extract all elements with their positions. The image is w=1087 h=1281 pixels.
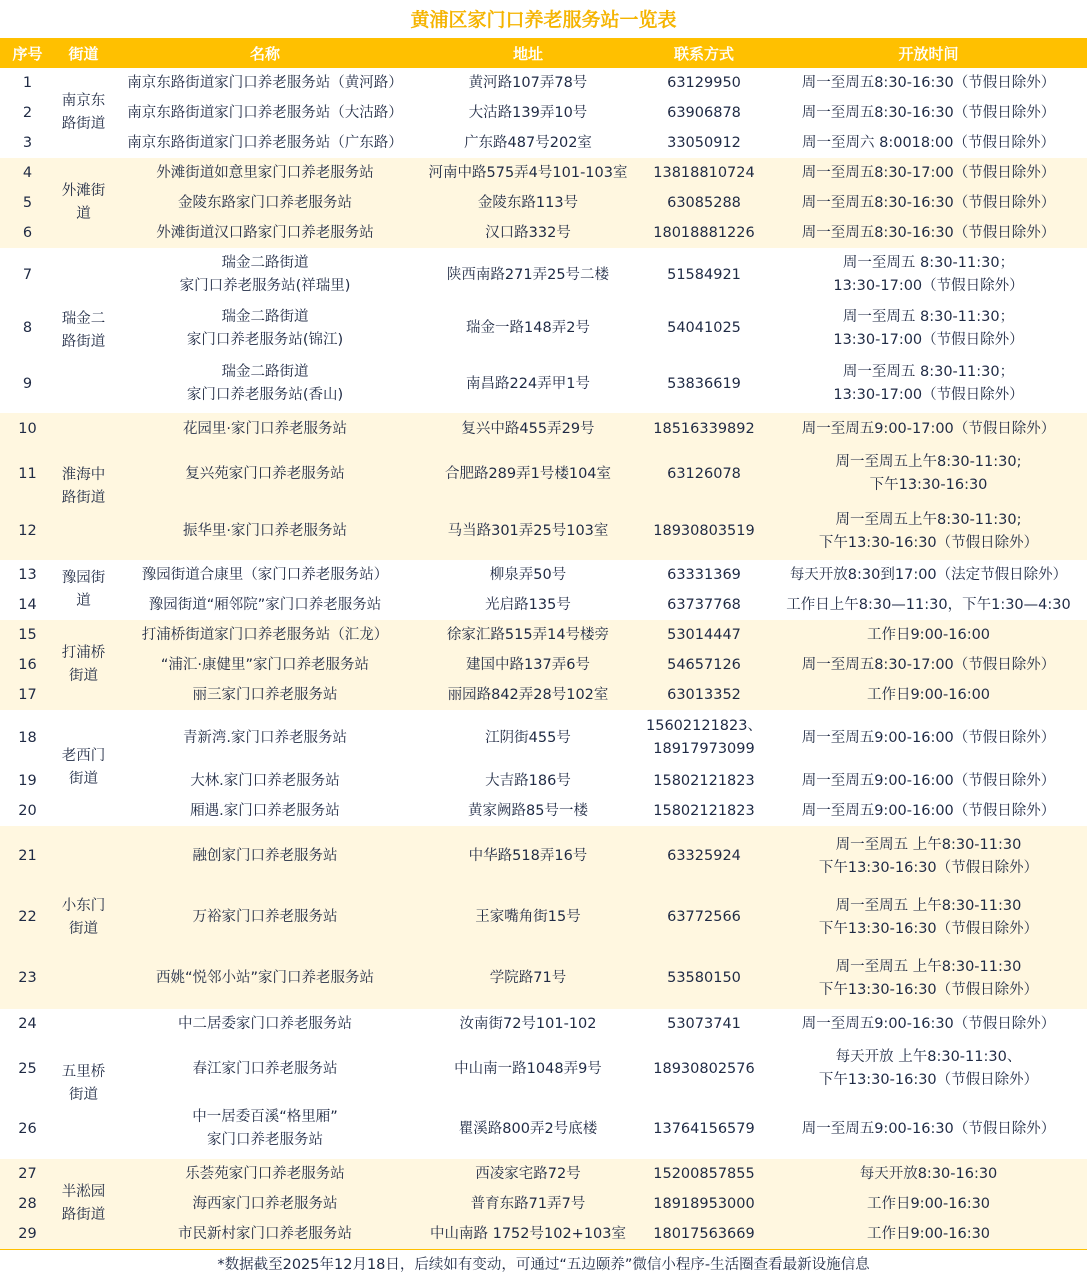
station-contact: 18018881226 (638, 218, 770, 248)
station-name: 海西家门口养老服务站 (112, 1189, 418, 1219)
station-name: 外滩街道如意里家门口养老服务站 (112, 158, 418, 188)
station-name: 南京东路街道家门口养老服务站（大沽路） (127, 104, 403, 121)
station-hours: 工作日9:00-16:00 (770, 680, 1087, 710)
table-row (0, 766, 1087, 796)
street-name: 半淞园 路街道 (55, 1159, 112, 1249)
station-index: 14 (18, 596, 37, 613)
station-name: 外滩街道汉口路家门口养老服务站 (112, 218, 418, 248)
station-index: 20 (18, 802, 37, 819)
page-title: 黄浦区家门口养老服务站一览表 (410, 9, 677, 31)
station-contact: 53073741 (667, 1015, 741, 1032)
station-contact: 53014447 (638, 620, 770, 650)
station-index: 16 (0, 650, 55, 680)
station-address: 瞿溪路800弄2号底楼 (458, 1120, 598, 1137)
station-contact: 54657126 (638, 650, 770, 680)
table-row (0, 445, 1087, 503)
street-name: 小东门 街道 (55, 826, 112, 1009)
station-contact: 63085288 (638, 188, 770, 218)
station-name: 中一居委百溪“格里厢” 家门口养老服务站 (192, 1109, 338, 1148)
table-row (0, 218, 1087, 248)
station-contact: 53580150 (638, 948, 770, 1009)
station-address: 黄家阙路85号一楼 (468, 802, 588, 819)
street-name: 瑞金二 路街道 (61, 310, 106, 350)
station-index: 12 (0, 503, 55, 560)
station-index: 6 (0, 218, 55, 248)
station-contact: 15602121823、 18917973099 (646, 718, 762, 757)
footnote: *数据截至2025年12月18日，后续如有变动，可通过“五边颐养”微信小程序-生活圈查看最新设施信息 (0, 1249, 1087, 1281)
header-index: 序号 (0, 38, 55, 68)
station-contact: 33050912 (667, 134, 741, 151)
station-address: 西凌家宅路72号 (418, 1159, 638, 1189)
station-hours: 周一至周五9:00-16:00（节假日除外） (801, 802, 1056, 819)
table-row (0, 796, 1087, 826)
station-contact: 51584921 (667, 266, 741, 283)
station-hours: 周一至周五8:30-16:30（节假日除外） (770, 188, 1087, 218)
station-name: 青新湾.家门口养老服务站 (182, 729, 348, 746)
station-contact: 13818810724 (638, 158, 770, 188)
station-index: 9 (22, 375, 33, 392)
table-row (0, 1189, 1087, 1219)
station-index: 24 (18, 1015, 37, 1032)
station-table (0, 38, 1087, 1249)
station-hours: 工作日9:00-16:30 (770, 1219, 1087, 1249)
station-address: 大沽路139弄10号 (468, 104, 588, 121)
table-row (0, 302, 1087, 355)
table-row (0, 710, 1087, 766)
station-index: 3 (22, 134, 33, 151)
station-hours: 周一至周五8:30-16:30（节假日除外） (801, 104, 1056, 121)
station-index: 25 (18, 1060, 37, 1077)
station-name: “浦汇·康健里”家门口养老服务站 (112, 650, 418, 680)
station-contact: 63737768 (667, 596, 741, 613)
station-index: 23 (0, 948, 55, 1009)
table-row (0, 188, 1087, 218)
station-address: 普育东路71弄7号 (418, 1189, 638, 1219)
station-name: 花园里·家门口养老服务站 (112, 413, 418, 445)
station-address: 大吉路186号 (485, 772, 571, 789)
station-contact: 63906878 (667, 104, 741, 121)
station-hours: 周一至周五上午8:30-11:30; 下午13:30-16:30（节假日除外） (770, 503, 1087, 560)
station-contact: 15200857855 (638, 1159, 770, 1189)
station-contact: 18930803519 (638, 503, 770, 560)
table-row (0, 158, 1087, 188)
station-name: 瑞金二路街道 家门口养老服务站(锦江) (186, 308, 344, 348)
station-name: 春江家门口养老服务站 (192, 1060, 338, 1077)
station-name: 大林.家门口养老服务站 (190, 772, 340, 789)
street-name: 老西门 街道 (61, 748, 106, 787)
table-row (0, 620, 1087, 650)
station-name: 复兴苑家门口养老服务站 (112, 445, 418, 503)
station-hours: 工作日9:00-16:30 (770, 1189, 1087, 1219)
station-contact: 54041025 (667, 320, 741, 336)
station-hours: 周一至周五8:30-17:00（节假日除外） (770, 158, 1087, 188)
station-hours: 每天开放 上午8:30-11:30、 下午13:30-16:30（节假日除外） (818, 1049, 1039, 1088)
header-name: 名称 (112, 38, 418, 68)
station-name: 中二居委家门口养老服务站 (178, 1015, 352, 1032)
station-name: 西姚“悦邻小站”家门口养老服务站 (112, 948, 418, 1009)
station-contact: 63772566 (638, 887, 770, 948)
station-index: 5 (0, 188, 55, 218)
station-address: 徐家汇路515弄14号楼旁 (418, 620, 638, 650)
station-address: 光启路135号 (485, 596, 571, 613)
station-index: 4 (0, 158, 55, 188)
station-address: 学院路71号 (418, 948, 638, 1009)
station-index: 17 (0, 680, 55, 710)
table-row (0, 355, 1087, 413)
station-hours: 周一至周五 8:30-11:30； 13:30-17:00（节假日除外） (833, 308, 1024, 348)
table-row (0, 590, 1087, 620)
station-index: 7 (22, 266, 33, 283)
station-hours: 周一至周五9:00-16:00（节假日除外） (801, 772, 1056, 789)
station-name: 瑞金二路街道 家门口养老服务站(香山) (186, 364, 344, 403)
station-name: 打浦桥街道家门口养老服务站（汇龙） (112, 620, 418, 650)
station-hours: 周一至周五9:00-16:30（节假日除外） (801, 1015, 1056, 1032)
station-hours: 周一至周六 8:0018:00（节假日除外） (802, 134, 1055, 151)
station-index: 1 (22, 74, 33, 91)
station-contact: 63126078 (638, 445, 770, 503)
station-index: 11 (0, 445, 55, 503)
station-hours: 周一至周五8:30-17:00（节假日除外） (770, 650, 1087, 680)
table-row (0, 1009, 1087, 1039)
station-address: 马当路301弄25号103室 (418, 503, 638, 560)
street-name: 外滩街 道 (55, 158, 112, 248)
station-address: 金陵东路113号 (418, 188, 638, 218)
header-street: 街道 (55, 38, 112, 68)
station-name: 瑞金二路街道 家门口养老服务站(祥瑞里) (179, 255, 351, 294)
table-row (0, 887, 1087, 948)
station-contact: 63129950 (667, 74, 741, 91)
table-row (0, 680, 1087, 710)
station-contact: 15802121823 (653, 772, 755, 789)
station-contact: 13764156579 (653, 1120, 755, 1137)
station-index: 28 (0, 1189, 55, 1219)
station-contact: 18918953000 (638, 1189, 770, 1219)
street-name: 打浦桥 街道 (55, 620, 112, 710)
station-address: 建国中路137弄6号 (418, 650, 638, 680)
station-contact: 15802121823 (653, 802, 755, 819)
street-name: 南京东 路街道 (61, 93, 106, 132)
station-index: 26 (18, 1120, 37, 1137)
station-name: 市民新村家门口养老服务站 (112, 1219, 418, 1249)
station-contact: 63325924 (638, 826, 770, 887)
station-hours: 周一至周五9:00-17:00（节假日除外） (770, 413, 1087, 445)
station-hours: 周一至周五8:30-16:30（节假日除外） (801, 74, 1056, 91)
table-row (0, 248, 1087, 302)
station-address: 南昌路224弄甲1号 (466, 375, 590, 392)
table-row (0, 503, 1087, 560)
station-index: 15 (0, 620, 55, 650)
table-header (0, 38, 1087, 68)
table-row (0, 560, 1087, 590)
station-address: 江阴街455号 (485, 729, 571, 746)
station-address: 广东路487号202室 (464, 134, 592, 151)
table-row (0, 413, 1087, 445)
table-row (0, 650, 1087, 680)
table-row (0, 1219, 1087, 1249)
station-index: 29 (0, 1219, 55, 1249)
street-name: 豫园街 道 (61, 570, 106, 609)
station-name: 融创家门口养老服务站 (112, 826, 418, 887)
street-name: 五里桥 街道 (61, 1064, 106, 1103)
header-contact: 联系方式 (638, 38, 770, 68)
station-name: 南京东路街道家门口养老服务站（广东路） (127, 134, 403, 151)
station-name: 万裕家门口养老服务站 (112, 887, 418, 948)
station-hours: 周一至周五 上午8:30-11:30 下午13:30-16:30（节假日除外） (770, 887, 1087, 948)
station-index: 10 (0, 413, 55, 445)
station-address: 陕西南路271弄25号二楼 (446, 266, 610, 283)
station-address: 王家嘴角街15号 (418, 887, 638, 948)
table-row (0, 98, 1087, 128)
station-name: 豫园街道合康里（家门口养老服务站） (141, 566, 389, 583)
station-contact: 53836619 (667, 375, 741, 392)
station-index: 13 (18, 566, 37, 583)
table-row (0, 1039, 1087, 1099)
table-row (0, 1159, 1087, 1189)
station-contact: 18017563669 (638, 1219, 770, 1249)
station-index: 8 (22, 320, 33, 336)
station-address: 汉口路332号 (418, 218, 638, 248)
station-index: 19 (18, 772, 37, 789)
station-hours: 周一至周五 8:30-11:30； 13:30-17:00（节假日除外） (833, 255, 1024, 294)
station-contact: 18516339892 (638, 413, 770, 445)
station-address: 复兴中路455弄29号 (418, 413, 638, 445)
station-contact: 63331369 (667, 566, 741, 583)
station-address: 丽园路842弄28号102室 (418, 680, 638, 710)
station-address: 中山南路 1752号102+103室 (418, 1219, 638, 1249)
station-address: 河南中路575弄4号101-103室 (418, 158, 638, 188)
station-index: 22 (0, 887, 55, 948)
station-address: 中华路518弄16号 (418, 826, 638, 887)
station-hours: 周一至周五 上午8:30-11:30 下午13:30-16:30（节假日除外） (770, 948, 1087, 1009)
table-row (0, 1099, 1087, 1159)
station-name: 丽三家门口养老服务站 (112, 680, 418, 710)
station-hours: 周一至周五 8:30-11:30； 13:30-17:00（节假日除外） (833, 364, 1024, 403)
station-name: 乐荟苑家门口养老服务站 (112, 1159, 418, 1189)
station-name: 豫园街道“厢邻院”家门口养老服务站 (148, 596, 382, 613)
station-hours: 工作日9:00-16:00 (770, 620, 1087, 650)
station-address: 柳泉弄50号 (489, 566, 567, 583)
street-name: 淮海中 路街道 (55, 413, 112, 560)
station-hours: 每天开放8:30到17:00（法定节假日除外） (789, 566, 1068, 583)
table-row (0, 948, 1087, 1009)
station-address: 中山南一路1048弄9号 (454, 1060, 602, 1077)
header-address: 地址 (418, 38, 638, 68)
station-name: 厢遇.家门口养老服务站 (190, 802, 340, 819)
station-hours: 工作日上午8:30—11:30，下午1:30—4:30 (786, 596, 1071, 613)
station-address: 瑞金一路148弄2号 (466, 320, 590, 336)
table-row (0, 826, 1087, 887)
station-name: 金陵东路家门口养老服务站 (112, 188, 418, 218)
station-contact: 63013352 (638, 680, 770, 710)
station-hours: 周一至周五9:00-16:00（节假日除外） (801, 729, 1056, 746)
station-contact: 18930802576 (653, 1060, 755, 1077)
station-hours: 周一至周五上午8:30-11:30; 下午13:30-16:30 (770, 445, 1087, 503)
station-address: 汝南街72号101-102 (459, 1015, 597, 1032)
header-hours: 开放时间 (770, 38, 1087, 68)
station-address: 合肥路289弄1号楼104室 (418, 445, 638, 503)
table-row (0, 128, 1087, 158)
station-index: 2 (22, 104, 33, 121)
station-hours: 周一至周五8:30-16:30（节假日除外） (770, 218, 1087, 248)
station-name: 振华里·家门口养老服务站 (112, 503, 418, 560)
table-row (0, 68, 1087, 98)
station-hours: 每天开放8:30-16:30 (770, 1159, 1087, 1189)
station-name: 南京东路街道家门口养老服务站（黄河路） (127, 74, 403, 91)
station-index: 27 (0, 1159, 55, 1189)
station-hours: 周一至周五 上午8:30-11:30 下午13:30-16:30（节假日除外） (770, 826, 1087, 887)
station-address: 黄河路107弄78号 (468, 74, 588, 91)
station-hours: 周一至周五9:00-16:30（节假日除外） (801, 1120, 1056, 1137)
station-index: 21 (0, 826, 55, 887)
station-index: 18 (18, 729, 37, 746)
